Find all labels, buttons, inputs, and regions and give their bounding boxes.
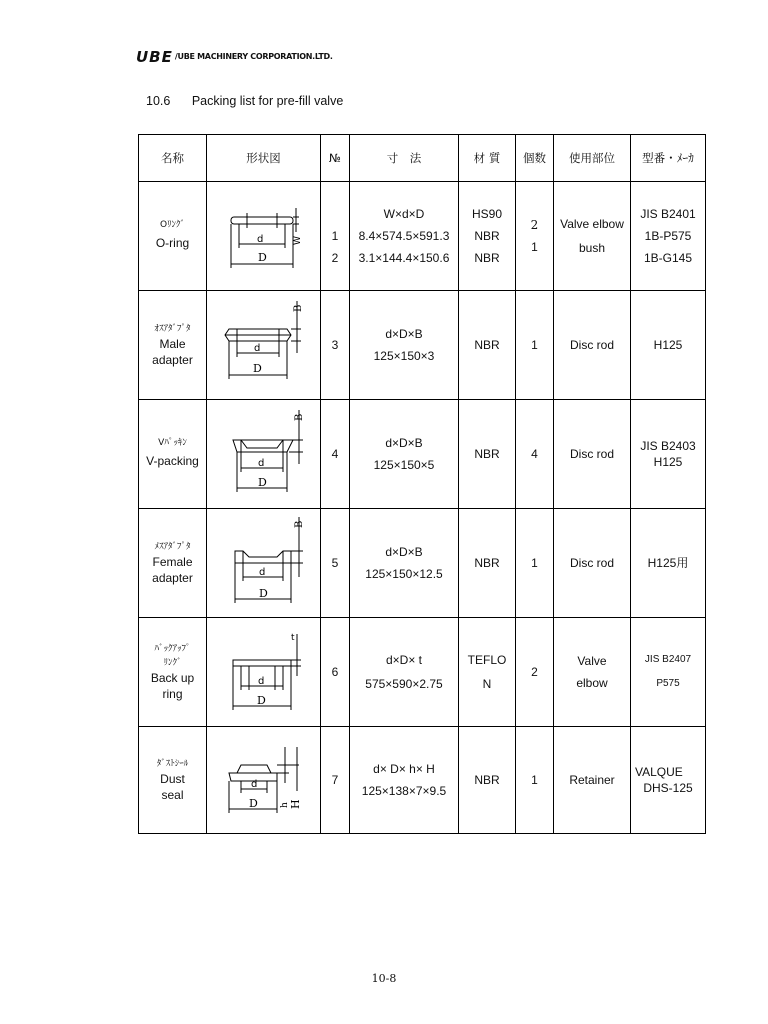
- dim-1: 8.4×574.5×591.3: [358, 229, 450, 243]
- cell-qty: 4: [516, 400, 554, 509]
- dim-head: d× D× h× H: [373, 762, 435, 776]
- cell-model: [631, 182, 706, 291]
- cell-qty: 1: [516, 291, 554, 400]
- location-2: elbow: [576, 676, 608, 690]
- dim-value: 125×150×5: [373, 458, 435, 472]
- label-d: d: [259, 567, 266, 578]
- label-B: B: [294, 413, 305, 421]
- cell-shape: [207, 509, 321, 618]
- label-D: D: [253, 362, 262, 375]
- name-en-2: seal: [161, 788, 184, 802]
- name-en-1: Back up: [150, 671, 195, 685]
- cell-qty: 1: [516, 727, 554, 834]
- header-material: 材 質: [459, 135, 516, 182]
- cell-name: [139, 400, 207, 509]
- cell-dimensions: [350, 182, 459, 291]
- cell-model: H125: [631, 291, 706, 400]
- cell-model: [631, 727, 706, 834]
- cell-qty: 2: [516, 618, 554, 727]
- material-2: NBR: [474, 229, 500, 243]
- cell-model: H125用: [631, 509, 706, 618]
- cell-material: NBR: [459, 291, 516, 400]
- model-3: 1B-G145: [643, 251, 693, 265]
- label-d: d: [258, 676, 265, 687]
- cell-location: Disc rod: [554, 400, 631, 509]
- name-en-1: Male: [159, 337, 186, 351]
- label-d: d: [257, 234, 264, 245]
- name-en: O-ring: [155, 236, 190, 250]
- name-en-1: Dust: [160, 772, 185, 786]
- cell-name: [139, 618, 207, 727]
- label-d: d: [251, 779, 258, 790]
- cell-name: [139, 727, 207, 834]
- cell-name: [139, 182, 207, 291]
- name-en-2: adapter: [152, 571, 193, 585]
- cell-name: [139, 509, 207, 618]
- dim-head: d×D×B: [385, 545, 423, 559]
- name-jp-1: ﾊﾞｯｸｱｯﾌﾟ: [154, 644, 191, 654]
- cell-material: [459, 618, 516, 727]
- label-D: D: [249, 797, 258, 810]
- logo-mark: UBE: [136, 48, 173, 66]
- header-dimensions: 寸 法: [350, 135, 459, 182]
- location-1: Valve: [577, 654, 607, 668]
- label-D: D: [258, 476, 267, 489]
- header-shape: 形状図: [207, 135, 321, 182]
- material-1: HS90: [471, 207, 503, 221]
- cell-model: [631, 400, 706, 509]
- dim-head: W×d×D: [383, 207, 425, 221]
- qty-1: 2: [530, 218, 539, 232]
- dim-head: d×D×B: [385, 436, 423, 450]
- cell-shape: [207, 618, 321, 727]
- label-B: B: [294, 520, 305, 528]
- logo-text: /UBE MACHINERY CORPORATION.LTD.: [174, 52, 333, 61]
- packing-list-table: [138, 134, 706, 834]
- cell-location: Retainer: [554, 727, 631, 834]
- cell-material: NBR: [459, 509, 516, 618]
- cell-dimensions: [350, 291, 459, 400]
- name-en-2: ring: [162, 687, 183, 701]
- cell-no: 7: [321, 727, 350, 834]
- male-adapter-drawing: [207, 291, 320, 399]
- name-jp: ﾒｽｱﾀﾞﾌﾟﾀ: [154, 542, 191, 552]
- cell-shape: [207, 182, 321, 291]
- dim-value: 125×138×7×9.5: [361, 784, 447, 798]
- header-location: 使用部位: [554, 135, 631, 182]
- dim-value: 125×150×3: [373, 349, 435, 363]
- cell-dimensions: [350, 509, 459, 618]
- model-2: DHS-125: [643, 781, 693, 795]
- model-1: JIS B2401: [640, 207, 696, 221]
- company-logo: [136, 49, 333, 65]
- header-model: 型番・ﾒｰｶ: [631, 135, 706, 182]
- name-jp-2: ﾘﾝｸﾞ: [163, 658, 182, 668]
- dim-head: d×D×B: [385, 327, 423, 341]
- no-2: 2: [331, 251, 339, 265]
- table-row: [139, 618, 706, 727]
- table-row: [139, 400, 706, 509]
- cell-qty: [516, 182, 554, 291]
- name-en: V-packing: [146, 454, 199, 468]
- section-number: 10.6: [146, 94, 171, 108]
- table-row: [139, 509, 706, 618]
- label-D: D: [259, 587, 268, 600]
- table-row: [139, 182, 706, 291]
- material-3: NBR: [474, 251, 500, 265]
- model-2: 1B-P575: [644, 229, 692, 243]
- cell-material: [459, 182, 516, 291]
- cell-shape: [207, 727, 321, 834]
- name-jp: Oﾘﾝｸﾞ: [159, 220, 186, 230]
- v-packing-drawing: [207, 400, 320, 508]
- cell-name: [139, 291, 207, 400]
- cell-location: [554, 618, 631, 727]
- cell-dimensions: [350, 618, 459, 727]
- dim-value: 575×590×2.75: [365, 677, 443, 691]
- cell-material: NBR: [459, 400, 516, 509]
- dim-value: 125×150×12.5: [365, 567, 443, 581]
- cell-no: 6: [321, 618, 350, 727]
- female-adapter-drawing: [207, 509, 320, 617]
- cell-no: 4: [321, 400, 350, 509]
- cell-location: [554, 182, 631, 291]
- cell-dimensions: [350, 727, 459, 834]
- table-header-row: [139, 135, 706, 182]
- name-jp: ﾀﾞｽﾄｼｰﾙ: [156, 759, 189, 769]
- section-title: Packing list for pre-fill valve: [191, 94, 344, 108]
- qty-2: 1: [531, 240, 538, 254]
- cell-no: 5: [321, 509, 350, 618]
- dim-2: 3.1×144.4×150.6: [358, 251, 450, 265]
- location-1: Valve elbow: [560, 217, 624, 231]
- name-jp: Vﾊﾟｯｷﾝ: [158, 438, 187, 448]
- table-row: [139, 291, 706, 400]
- no-1: 1: [331, 229, 339, 243]
- label-B: B: [293, 304, 304, 312]
- header-qty: 個数: [516, 135, 554, 182]
- cell-dimensions: [350, 400, 459, 509]
- section-heading: [146, 94, 343, 108]
- model-1: VALQUE: [635, 765, 683, 779]
- label-D: D: [257, 694, 266, 707]
- name-jp: ｵｽｱﾀﾞﾌﾟﾀ: [154, 324, 191, 334]
- dim-head: d×D× t: [385, 653, 423, 667]
- backup-ring-drawing: [207, 618, 320, 726]
- material-2: N: [482, 677, 492, 691]
- header-name: 名称: [139, 135, 207, 182]
- dust-seal-drawing: [207, 727, 320, 833]
- cell-no: 3: [321, 291, 350, 400]
- model-2: H125: [653, 455, 683, 469]
- cell-shape: [207, 291, 321, 400]
- label-H: H: [289, 799, 302, 809]
- model-1: JIS B2403: [640, 439, 696, 453]
- label-h: h: [280, 802, 290, 808]
- model-1: JIS B2407: [644, 654, 692, 665]
- label-d: d: [254, 343, 261, 354]
- header-no: №: [321, 135, 350, 182]
- cell-model: [631, 618, 706, 727]
- cell-location: Disc rod: [554, 509, 631, 618]
- cell-location: Disc rod: [554, 291, 631, 400]
- material-1: TEFLO: [467, 653, 507, 667]
- o-ring-drawing: [207, 182, 320, 290]
- model-2: P575: [656, 678, 680, 689]
- name-en-2: adapter: [152, 353, 193, 367]
- location-2: bush: [578, 241, 606, 255]
- table-row: [139, 727, 706, 834]
- label-W: W: [293, 236, 303, 245]
- name-en-1: Female: [152, 555, 193, 569]
- label-t: t: [291, 633, 295, 643]
- cell-material: NBR: [459, 727, 516, 834]
- page-number: 10-8: [371, 972, 397, 985]
- label-D: D: [258, 251, 267, 264]
- label-d: d: [258, 458, 265, 469]
- cell-qty: 1: [516, 509, 554, 618]
- cell-no: [321, 182, 350, 291]
- cell-shape: [207, 400, 321, 509]
